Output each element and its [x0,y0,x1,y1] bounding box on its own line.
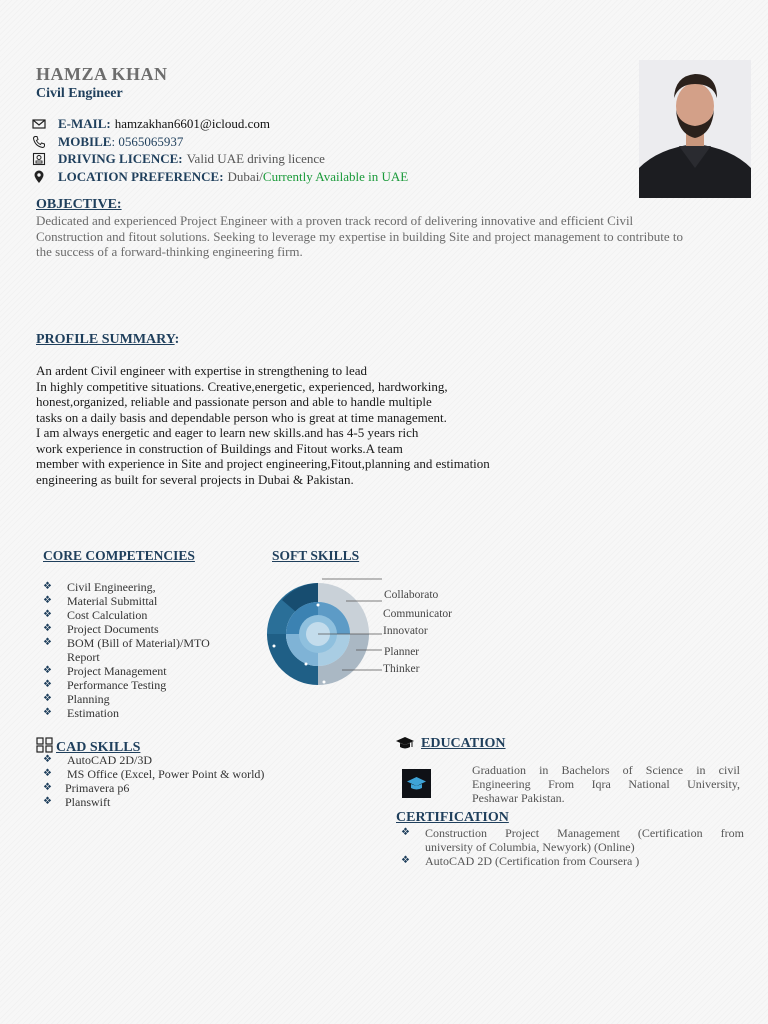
candidate-name: HAMZA KHAN [36,64,168,84]
list-item: ❖ AutoCAD 2D/3D [43,753,153,767]
licence-label: DRIVING LICENCE: [58,151,183,166]
diamond-bullet-icon: ❖ [43,693,52,704]
summary-line: I am always energetic and eager to learn new skills.and has 4-5 years rich [36,425,419,440]
diamond-bullet-icon: ❖ [43,707,52,718]
diamond-bullet-icon: ❖ [401,827,410,838]
education-line: Peshawar Pakistan. [472,791,565,805]
list-item: ❖ Planning [43,692,110,706]
objective-line: the success of a forward-thinking engineering firm. [36,244,303,259]
diamond-bullet-icon: ❖ [43,637,52,648]
contact-location [32,169,408,185]
soft-skills-title: SOFT SKILLS [272,548,360,563]
graduation-cap-icon [402,769,431,798]
objective-text [36,213,748,260]
list-item: ❖ Performance Testing [43,678,167,692]
profile-summary-title: PROFILE SUMMARY [36,332,175,347]
list-item: ❖ Civil Engineering, [43,580,156,594]
contact-email [32,116,270,132]
soft-skill-label: Collaborato [384,589,439,601]
profile-photo [639,60,751,198]
soft-skill-label: Planner [384,646,420,658]
profile-summary-heading [36,332,179,348]
soft-skill-label: Communicator [383,608,452,620]
summary-line: member with experience in Site and project engineering,Fitout,planning and estimation [36,456,490,471]
list-item: ❖ BOM (Bill of Material)/MTO Report [43,636,210,664]
diamond-bullet-icon: ❖ [43,754,52,765]
core-competencies-title: CORE COMPETENCIES [43,548,195,563]
list-item: ❖ Cost Calculation [43,608,148,622]
list-item: ❖ Construction Project Management (Certification from university of Columbia, Newyork) (Online) [401,826,744,854]
soft-skills-graphic [262,576,392,690]
mobile-label: MOBILE [58,134,112,149]
soft-skill-label: Innovator [383,625,428,637]
diamond-bullet-icon: ❖ [43,782,52,793]
education-line: Graduation in Bachelors of Science in civil [472,763,740,777]
list-item: ❖ Estimation [43,706,119,720]
grid-icon [36,737,53,753]
objective-line: Dedicated and experienced Project Engineer with a proven track record of delivering innovative and efficient Civil [36,213,634,228]
list-item: ❖ Project Documents [43,622,159,636]
diamond-bullet-icon: ❖ [43,679,52,690]
licence-value: Valid UAE driving licence [186,151,325,166]
candidate-role: Civil Engineer [36,86,123,101]
objective-line: Construction and fitout solutions. Seeking to leverage my expertise in building Site and project management to contribute to [36,228,683,244]
id-card-icon [32,152,46,166]
education-line: Engineering From Iqra National University, [472,777,740,791]
objective-title: OBJECTIVE: [36,197,122,212]
graduation-cap-icon [395,735,415,751]
summary-line: work experience in construction of Buildings and Fitout works.A team [36,440,403,456]
list-item: ❖ AutoCAD 2D (Certification from Coursera ) [401,854,640,868]
list-item: ❖ Primavera p6 [43,781,130,795]
summary-line: An ardent Civil engineer with expertise in strengthening to lead [36,363,368,378]
location-label: LOCATION PREFERENCE: [58,169,224,184]
core-competencies-list [43,580,243,720]
education-title: EDUCATION [421,736,506,751]
diamond-bullet-icon: ❖ [43,623,52,634]
availability-status: Currently Available in UAE [262,169,409,184]
phone-icon [32,135,46,149]
list-item: ❖ MS Office (Excel, Power Point & world) [43,767,265,781]
mobile-value[interactable]: : 0565065937 [111,134,184,149]
summary-line: honest,organized, reliable and passionate person and able to handle multiple [36,394,432,409]
diamond-bullet-icon: ❖ [43,796,52,807]
profile-summary-text [36,363,596,487]
cad-skills-list [43,753,343,809]
contact-mobile [32,134,183,150]
summary-line: engineering as built for several projects in Dubai & Pakistan. [36,471,354,487]
diamond-bullet-icon: ❖ [43,581,52,592]
diamond-bullet-icon: ❖ [43,609,52,620]
list-item: ❖ Planswift [43,795,111,809]
diamond-bullet-icon: ❖ [43,595,52,606]
certification-title: CERTIFICATION [396,810,509,825]
summary-line: tasks on a daily basis and dependable person who is great at time management. [36,409,447,425]
diamond-bullet-icon: ❖ [43,665,52,676]
profile-summary-colon: : [174,332,180,347]
certification-list [401,826,744,868]
diamond-bullet-icon: ❖ [43,768,52,779]
education-heading [395,734,506,752]
map-pin-icon [32,170,46,184]
cad-skills-title: CAD SKILLS [56,740,141,755]
diamond-bullet-icon: ❖ [401,855,410,866]
email-label: E-MAIL: [58,116,111,131]
education-badge [402,769,431,798]
list-item: ❖ Project Management [43,664,167,678]
soft-skill-label: Thinker [383,663,420,675]
education-text [472,763,740,805]
envelope-icon [32,117,46,131]
location-value: Dubai/ [227,169,263,184]
contact-licence [32,151,325,167]
list-item: ❖ Material Submittal [43,594,158,608]
email-value[interactable]: hamzakhan6601@icloud.com [114,116,271,131]
summary-line: In highly competitive situations. Creative,energetic, experienced, hardworking, [36,378,448,394]
